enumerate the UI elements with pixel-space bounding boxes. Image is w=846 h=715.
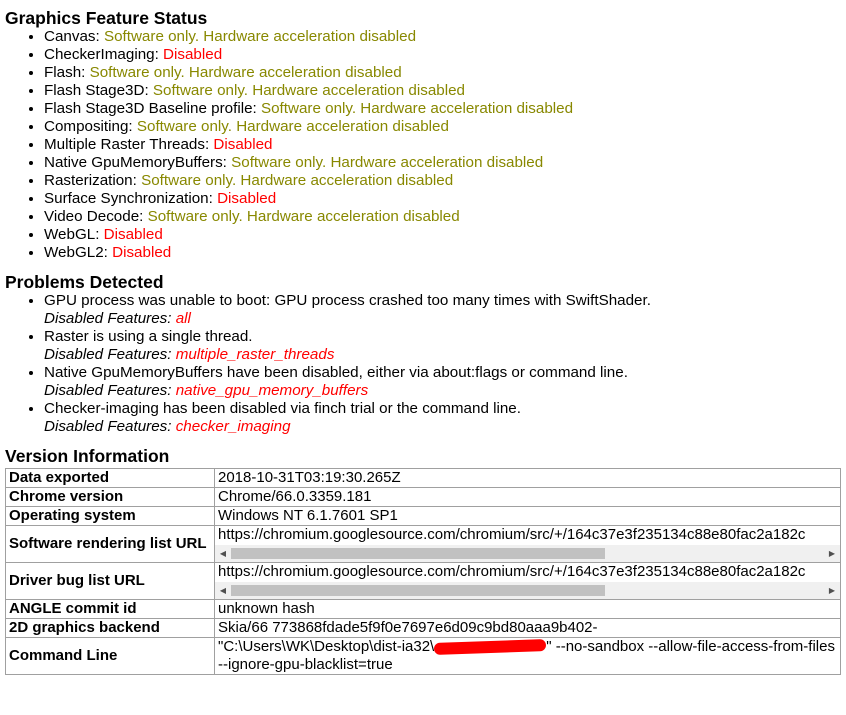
table-row	[6, 469, 841, 488]
feature-status-value: Software only. Hardware acceleration disabled	[147, 208, 460, 225]
feature-name: CheckerImaging	[44, 46, 155, 63]
feature-name: WebGL	[44, 226, 96, 243]
row-value-angle-commit-id: unknown hash	[215, 600, 841, 619]
command-line-prefix: "C:\Users\WK\Desktop\dist-ia32\	[218, 638, 435, 655]
feature-status-item: • WebGL2: Disabled	[44, 244, 841, 262]
disabled-feature-link[interactable]: multiple_raster_threads	[175, 346, 335, 363]
disabled-feature-link[interactable]: checker_imaging	[175, 418, 291, 435]
feature-status-item: • Flash Stage3D: Software only. Hardware acceleration disabled	[44, 82, 841, 100]
feature-status-value: Disabled	[217, 190, 277, 207]
feature-status-value: Software only. Hardware acceleration disabled	[260, 100, 574, 117]
scroll-left-arrow-icon[interactable]: ◀	[219, 585, 227, 595]
table-row	[6, 619, 841, 638]
feature-name: Multiple Raster Threads	[44, 136, 205, 153]
graphics-feature-status-heading: Graphics Feature Status	[5, 8, 208, 28]
horizontal-scrollbar[interactable]	[215, 545, 840, 562]
row-value-chrome-version: Chrome/66.0.3359.181	[215, 488, 841, 507]
table-row	[6, 638, 841, 675]
feature-name: Surface Synchronization	[44, 190, 209, 207]
disabled-features-label: Disabled Features:	[44, 346, 176, 363]
feature-status-item: • Native GpuMemoryBuffers: Software only. Hardware acceleration disabled	[44, 154, 841, 172]
feature-status-value: Software only. Hardware acceleration disabled	[136, 118, 449, 135]
feature-status-item: • Multiple Raster Threads: Disabled	[44, 136, 841, 154]
disabled-features-label: Disabled Features:	[44, 418, 176, 435]
feature-status-value: Software only. Hardware acceleration disabled	[141, 172, 454, 189]
feature-status-item: • WebGL: Disabled	[44, 226, 841, 244]
row-key-2d-graphics-backend: 2D graphics backend	[6, 619, 215, 638]
table-row	[6, 526, 841, 563]
feature-status-item: • Canvas: Software only. Hardware acceleration disabled	[44, 28, 841, 46]
row-value-command-line	[215, 638, 841, 675]
problem-description: GPU process was unable to boot: GPU process crashed too many times with SwiftShader.	[44, 292, 651, 309]
scrollbar-track[interactable]	[231, 582, 824, 599]
problem-item	[44, 328, 841, 364]
gpu-info-page	[5, 8, 841, 675]
scroll-right-arrow-icon[interactable]: ▶	[828, 585, 836, 595]
feature-status-item: • Surface Synchronization: Disabled	[44, 190, 841, 208]
feature-status-item: • Rasterization: Software only. Hardware acceleration disabled	[44, 172, 841, 190]
problem-item	[44, 364, 841, 400]
feature-name: Flash	[44, 64, 82, 81]
software-rendering-list-url-text: https://chromium.googlesource.com/chromium/src/+/164c37e3f235134c88e80fac2a182c	[218, 526, 806, 543]
feature-name: Flash Stage3D Baseline profile	[44, 100, 253, 117]
row-key-software-rendering-list-url: Software rendering list URL	[6, 526, 215, 563]
version-information-heading: Version Information	[5, 446, 170, 466]
problem-description: Checker-imaging has been disabled via finch trial or the command line.	[44, 400, 521, 417]
feature-name: WebGL2	[44, 244, 104, 261]
problems-list	[5, 292, 841, 436]
feature-name: Flash Stage3D	[44, 82, 145, 99]
feature-status-item: • Flash Stage3D Baseline profile: Software only. Hardware acceleration disabled	[44, 100, 841, 118]
feature-status-item: • CheckerImaging: Disabled	[44, 46, 841, 64]
scrollbar-thumb[interactable]	[231, 585, 605, 596]
feature-status-item: • Flash: Software only. Hardware acceleration disabled	[44, 64, 841, 82]
problems-detected-heading: Problems Detected	[5, 272, 164, 292]
feature-status-value: Disabled	[163, 46, 223, 63]
table-row	[6, 600, 841, 619]
feature-name: Video Decode	[44, 208, 140, 225]
feature-status-value: Disabled	[213, 136, 273, 153]
disabled-features-label: Disabled Features:	[44, 382, 176, 399]
feature-status-value: Software only. Hardware acceleration disabled	[231, 154, 544, 171]
feature-status-value: Software only. Hardware acceleration disabled	[89, 64, 402, 81]
feature-status-value: Disabled	[112, 244, 172, 261]
row-key-operating-system: Operating system	[6, 507, 215, 526]
row-value-driver-bug-list-url	[215, 563, 841, 600]
feature-status-value: Software only. Hardware acceleration disabled	[103, 28, 417, 45]
feature-status-value: Disabled	[103, 226, 163, 243]
row-key-command-line: Command Line	[6, 638, 215, 675]
disabled-feature-link[interactable]: all	[175, 310, 191, 327]
feature-name: Rasterization	[44, 172, 133, 189]
row-value-2d-graphics-backend: Skia/66 773868fdade5f9f0e7697e6d09c9bd80aaa9b402-	[215, 619, 841, 638]
feature-name: Compositing	[44, 118, 129, 135]
table-row	[6, 488, 841, 507]
horizontal-scrollbar[interactable]	[215, 582, 840, 599]
feature-status-item: • Video Decode: Software only. Hardware acceleration disabled	[44, 208, 841, 226]
scroll-right-arrow-icon[interactable]: ▶	[828, 548, 836, 558]
disabled-features-label: Disabled Features:	[44, 310, 176, 327]
row-key-chrome-version: Chrome version	[6, 488, 215, 507]
redaction-mark	[434, 639, 546, 655]
feature-status-list	[5, 28, 841, 262]
row-key-angle-commit-id: ANGLE commit id	[6, 600, 215, 619]
scrollbar-track[interactable]	[231, 545, 824, 562]
row-key-driver-bug-list-url: Driver bug list URL	[6, 563, 215, 600]
feature-status-item: • Compositing: Software only. Hardware acceleration disabled	[44, 118, 841, 136]
problem-description: Raster is using a single thread.	[44, 328, 253, 345]
row-value-data-exported: 2018-10-31T03:19:30.265Z	[215, 469, 841, 488]
table-row	[6, 507, 841, 526]
row-value-operating-system: Windows NT 6.1.7601 SP1	[215, 507, 841, 526]
feature-status-value: Software only. Hardware acceleration disabled	[152, 82, 465, 99]
problem-item	[44, 292, 841, 328]
table-row	[6, 563, 841, 600]
scrollbar-thumb[interactable]	[231, 548, 605, 559]
problem-item	[44, 400, 841, 436]
disabled-feature-link[interactable]: native_gpu_memory_buffers	[175, 382, 369, 399]
feature-name: Native GpuMemoryBuffers	[44, 154, 223, 171]
version-information-table	[5, 468, 841, 675]
feature-name: Canvas	[44, 28, 96, 45]
scroll-left-arrow-icon[interactable]: ◀	[219, 548, 227, 558]
command-line-suffix: " --no-sandbox --allow-file-access-from-files --ignore-gpu-blacklist=true	[218, 638, 835, 673]
row-key-data-exported: Data exported	[6, 469, 215, 488]
row-value-software-rendering-list-url	[215, 526, 841, 563]
problem-description: Native GpuMemoryBuffers have been disabled, either via about:flags or command line.	[44, 364, 628, 381]
driver-bug-list-url-text: https://chromium.googlesource.com/chromium/src/+/164c37e3f235134c88e80fac2a182c	[218, 563, 806, 580]
